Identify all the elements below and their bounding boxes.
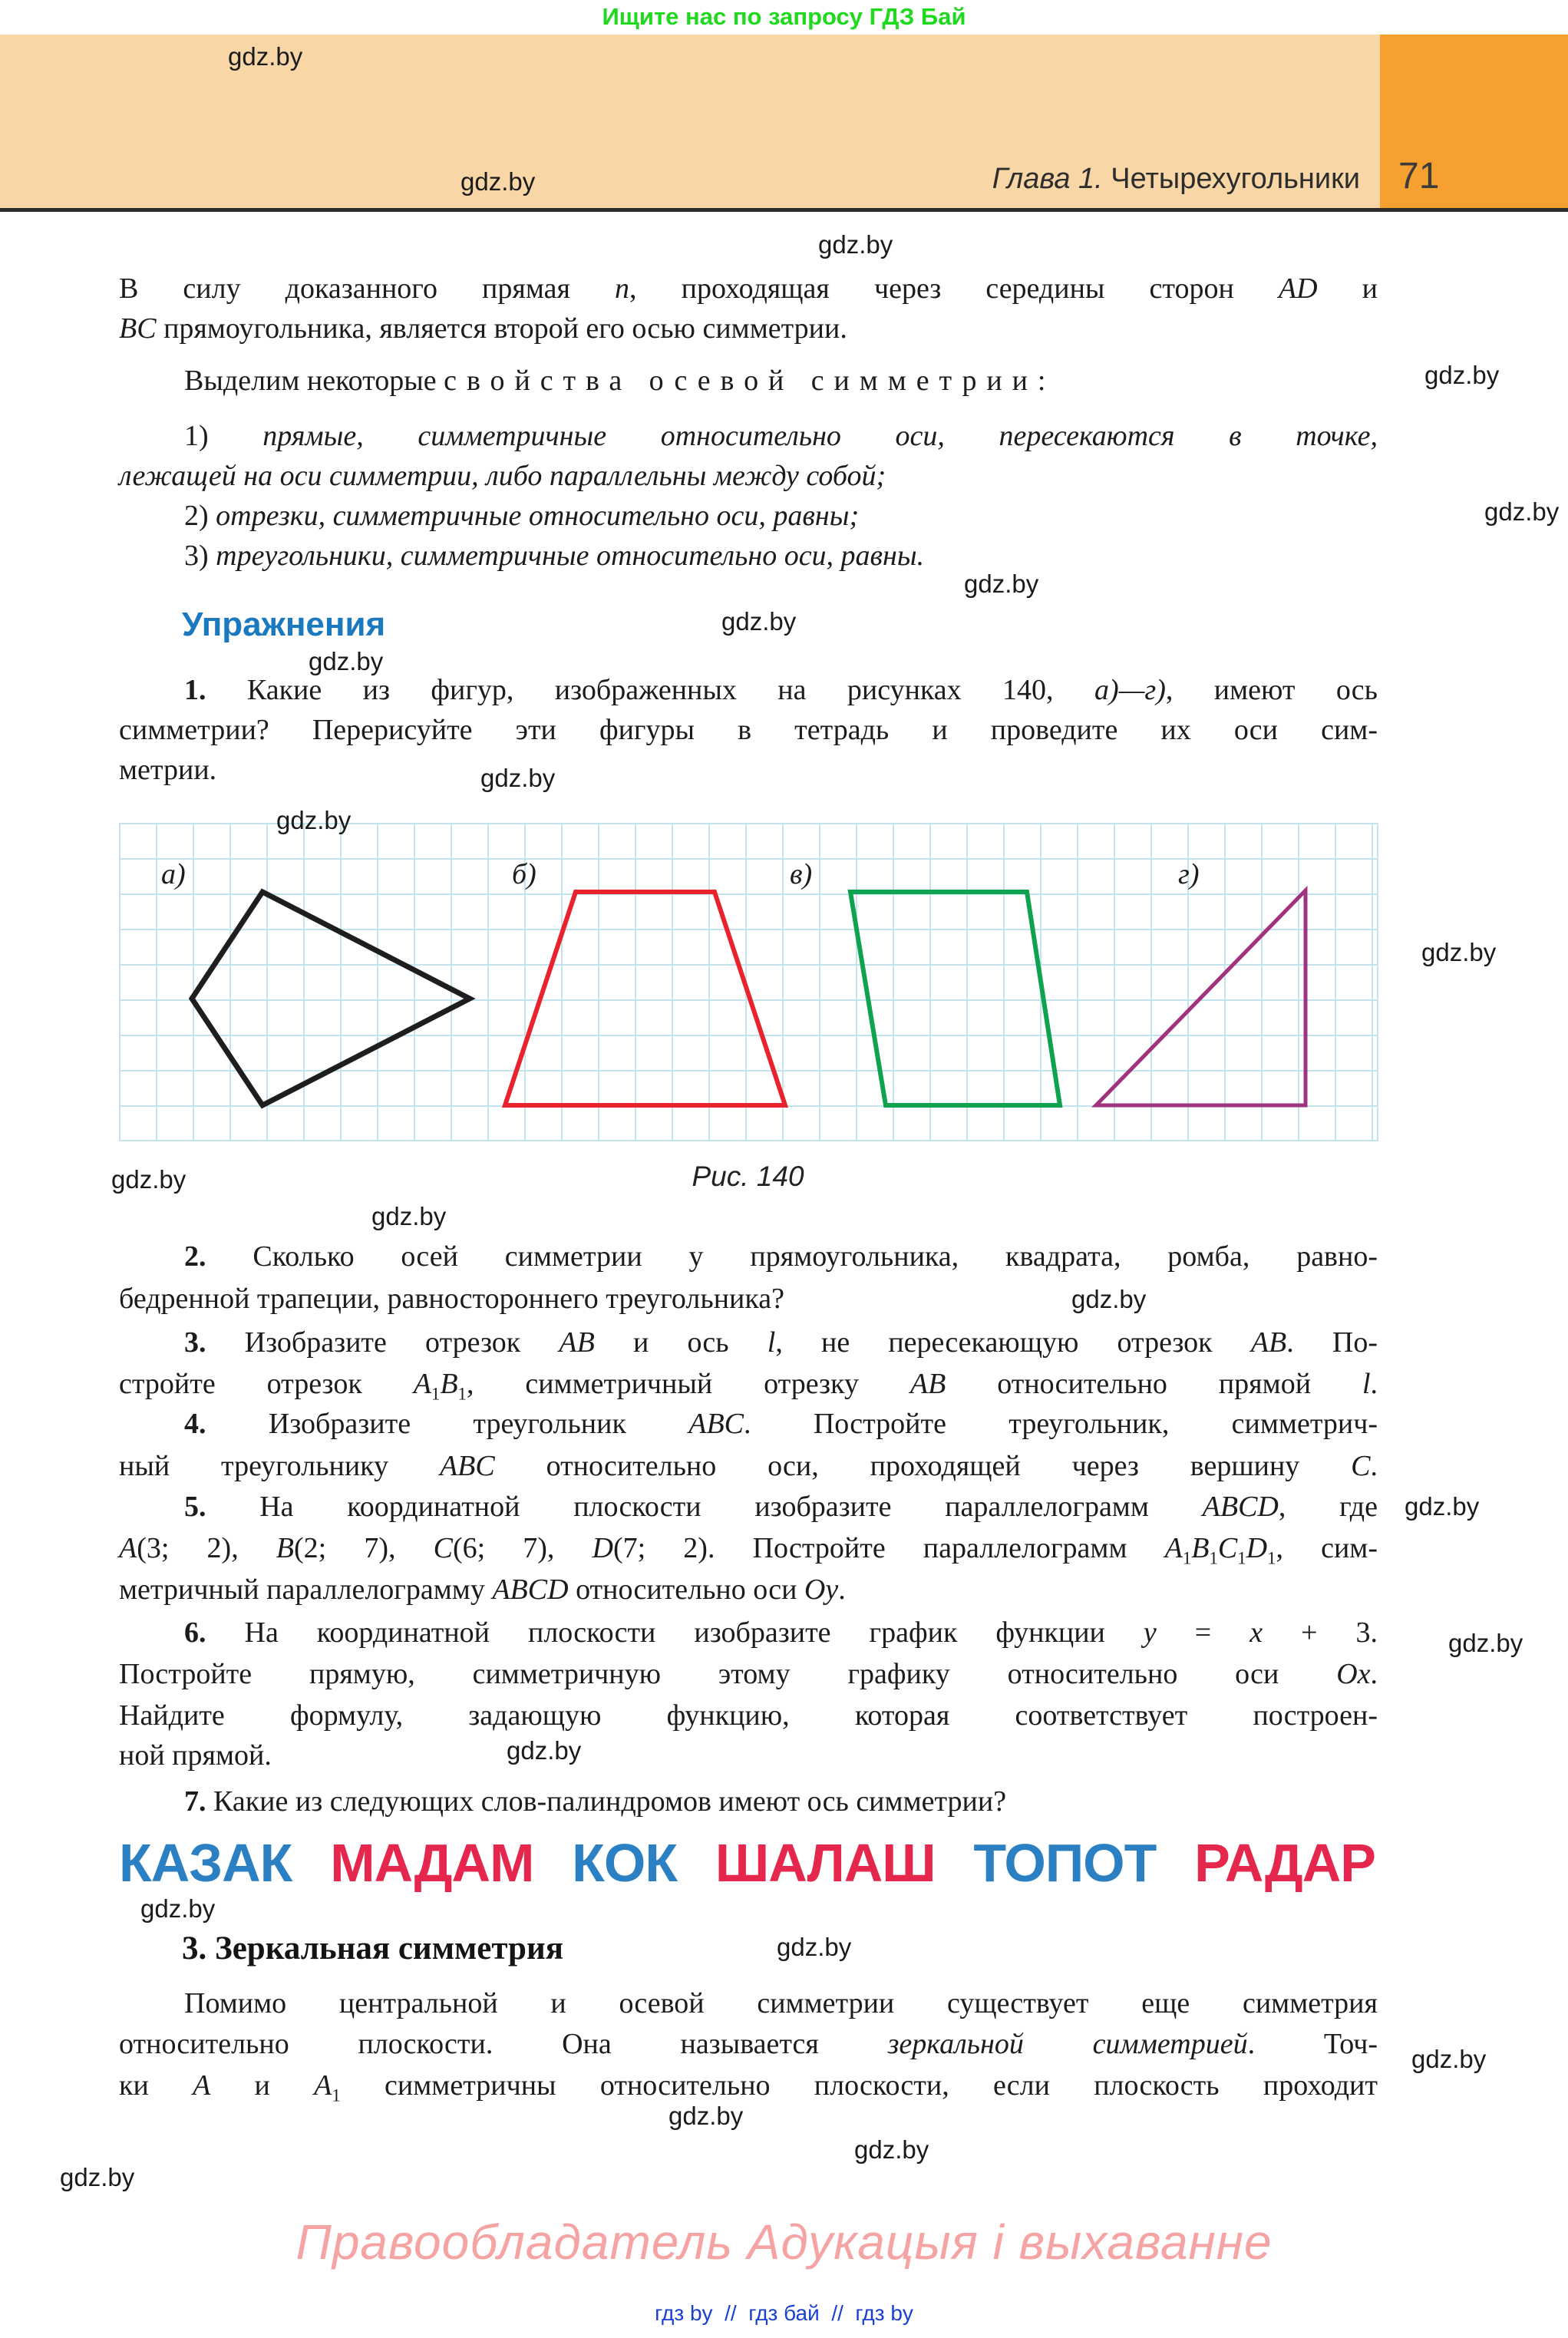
palindrome-word: ТОПОТ	[973, 1833, 1157, 1893]
gdz-watermark: gdz.by	[721, 607, 797, 636]
body-line: Найдите формулу, задающую функцию, которая соответствует построен-	[119, 1699, 1378, 1732]
gdz-watermark: gdz.by	[1071, 1285, 1147, 1313]
gdz-watermark: gdz.by	[111, 1165, 187, 1194]
body-line: метричный параллелограмму ABCD относительно оси Oy.	[119, 1574, 846, 1606]
gdz-watermark: gdz.by	[854, 2135, 929, 2164]
body-line: 4. Изобразите треугольник ABC. Постройте треугольник, симметрич-	[184, 1408, 1378, 1440]
figure-shape-parallelogram-v	[850, 892, 1060, 1105]
figure-grid-paper	[119, 823, 1378, 1141]
body-line: A(3; 2), B(2; 7), C(6; 7), D(7; 2). Постройте параллелограмм $A_1B_1C_1D_1$, сим-	[119, 1532, 1378, 1568]
figure-label: г)	[1178, 858, 1200, 890]
body-line: 3) треугольники, симметричные относительно оси, равны.	[184, 540, 925, 572]
body-line: BC прямоугольника, является второй его осью симметрии.	[119, 312, 847, 345]
body-line: ки A и $A_1$ симметричны относительно плоскости, если плоскость проходит	[119, 2069, 1378, 2105]
gdz-watermark: gdz.by	[1448, 1629, 1523, 1657]
body-line: 1) прямые, симметричные относительно оси, пересекаются в точке,	[184, 420, 1378, 452]
gdz-watermark: gdz.by	[228, 42, 303, 71]
gdz-watermark: gdz.by	[1421, 938, 1497, 966]
header-rule	[0, 208, 1568, 212]
gdz-watermark: gdz.by	[1405, 1492, 1480, 1521]
body-line: ной прямой.	[119, 1739, 272, 1772]
gdz-watermark: gdz.by	[276, 806, 352, 834]
section-heading: 3. Зеркальная симметрия	[182, 1930, 563, 1966]
exercises-heading: Упражнения	[182, 606, 386, 643]
body-line: Выделим некоторые свойства осевой симметрии:	[184, 365, 1056, 397]
gdz-watermark: gdz.by	[1484, 497, 1560, 526]
palindrome-word: КАЗАК	[119, 1833, 292, 1893]
palindrome-word: КОК	[572, 1833, 678, 1893]
top-search-banner: Ищите нас по запросу ГДЗ Бай	[602, 3, 966, 30]
body-line: 2. Сколько осей симметрии у прямоугольника, квадрата, ромба, равно-	[184, 1240, 1378, 1273]
palindrome-words-row	[119, 1833, 1375, 1893]
gdz-watermark: gdz.by	[1424, 361, 1500, 389]
figure-caption: Рис. 140	[692, 1161, 804, 1192]
body-line: 5. На координатной плоскости изобразите параллелограмм ABCD, где	[184, 1491, 1378, 1523]
body-line: симметрии? Перерисуйте эти фигуры в тетрадь и проведите их оси сим-	[119, 714, 1378, 746]
body-line: 7. Какие из следующих слов-палиндромов имеют ось симметрии?	[184, 1785, 1007, 1818]
chapter-number: Глава 1.	[992, 163, 1103, 195]
body-line: Постройте прямую, симметричную этому графику относительно оси Ox.	[119, 1658, 1378, 1690]
body-line: метрии.	[119, 754, 217, 786]
gdz-watermark: gdz.by	[818, 230, 893, 259]
chapter-name: Четырехугольники	[1102, 163, 1360, 195]
body-line: 3. Изобразите отрезок AB и ось l, не пересекающую отрезок AB. По-	[184, 1326, 1378, 1359]
figure-shape-triangle-g	[1096, 890, 1306, 1105]
page-number: 71	[1398, 156, 1440, 196]
body-line: лежащей на оси симметрии, либо параллельны между собой;	[119, 460, 886, 492]
gdz-watermark: gdz.by	[480, 764, 556, 792]
figure-label: а)	[161, 858, 186, 890]
palindrome-word: МАДАМ	[330, 1833, 534, 1893]
body-line: В силу доказанного прямая n, проходящая через середины сторон AD и	[119, 272, 1378, 305]
gdz-watermark: gdz.by	[460, 167, 536, 196]
gdz-watermark: gdz.by	[668, 2102, 744, 2130]
gdz-watermark: gdz.by	[1411, 2045, 1487, 2073]
body-line: 2) отрезки, симметричные относительно оси, равны;	[184, 500, 860, 532]
bottom-links[interactable]: гдз by // гдз бай // гдз by	[655, 2301, 913, 2325]
gdz-watermark: gdz.by	[964, 570, 1039, 598]
body-line: Помимо центральной и осевой симметрии существует еще симметрия	[184, 1987, 1378, 2019]
page-number-box	[1380, 35, 1568, 208]
gdz-watermark: gdz.by	[371, 1202, 447, 1230]
gdz-watermark: gdz.by	[507, 1736, 582, 1765]
body-line: 1. Какие из фигур, изображенных на рисунках 140, а)—г), имеют ось	[184, 674, 1378, 706]
palindrome-word: РАДАР	[1194, 1833, 1375, 1893]
body-line: бедренной трапеции, равностороннего треугольника?	[119, 1283, 785, 1315]
gdz-watermark: gdz.by	[140, 1894, 216, 1923]
body-line: относительно плоскости. Она называется зеркальной симметрией. Точ-	[119, 2028, 1378, 2060]
body-line: ный треугольнику ABC относительно оси, проходящей через вершину C.	[119, 1450, 1378, 1482]
gdz-watermark: gdz.by	[777, 1933, 852, 1961]
figure-label: в)	[790, 858, 813, 890]
palindrome-word: ШАЛАШ	[715, 1833, 936, 1893]
copyright-footer: Правообладатель Адукацыя і выхаванне	[295, 2214, 1273, 2270]
gdz-watermark: gdz.by	[60, 2163, 135, 2191]
gdz-watermark: gdz.by	[309, 647, 384, 675]
chapter-title	[992, 163, 1360, 196]
body-line: 6. На координатной плоскости изобразите график функции y = x + 3.	[184, 1616, 1378, 1649]
body-line: стройте отрезок $A_1B_1$, симметричный отрезку AB относительно прямой l.	[119, 1368, 1378, 1404]
figure-shape-quadrilateral-a	[192, 892, 470, 1105]
figure-label: б)	[512, 858, 536, 890]
figure-shape-trapezoid-b	[505, 892, 785, 1105]
